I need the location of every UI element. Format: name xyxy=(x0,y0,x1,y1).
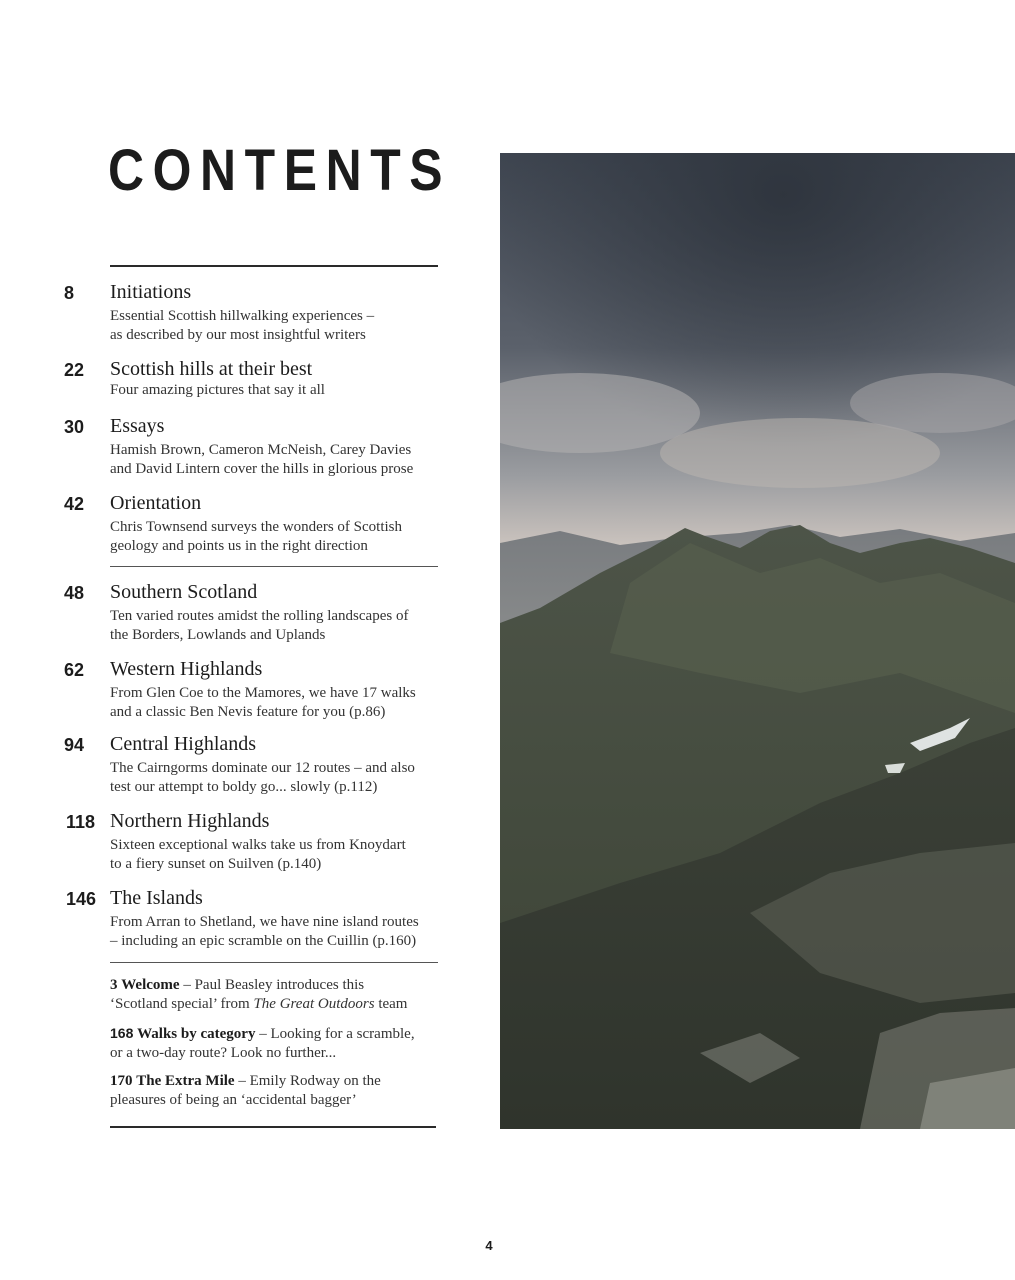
entry-page-number: 94 xyxy=(64,735,85,755)
extra-page-number: 3 xyxy=(110,977,118,993)
entry-desc-line: test our attempt to boldy go... slowly (p.112) xyxy=(110,779,378,795)
entry-page-number: 22 xyxy=(64,360,85,380)
page-title: CONTENTS xyxy=(108,138,452,203)
entry-description xyxy=(110,381,470,400)
entry-page-number: 118 xyxy=(66,812,96,832)
mountain-landscape-image xyxy=(500,153,1015,1129)
magazine-name: The Great Outdoors xyxy=(253,996,375,1012)
entry-description xyxy=(110,759,470,797)
entry-desc-line: as described by our most insightful writers xyxy=(110,327,366,343)
entry-desc-line: – including an epic scramble on the Cuillin (p.160) xyxy=(110,933,417,949)
extra-line xyxy=(110,976,470,995)
entry-desc-line: From Arran to Shetland, we have nine island routes xyxy=(110,914,419,930)
entry-page-number: 8 xyxy=(64,283,75,303)
extra-title: Welcome xyxy=(121,977,180,993)
extra-page-number: 170 xyxy=(110,1073,133,1089)
entry-desc-line: Hamish Brown, Cameron McNeish, Carey Davies xyxy=(110,442,412,458)
entry-desc-line: Four amazing pictures that say it all xyxy=(110,382,325,398)
extra-title: The Extra Mile xyxy=(136,1073,235,1089)
entry-desc-line: Chris Townsend surveys the wonders of Scottish xyxy=(110,519,402,535)
extra-text: team xyxy=(374,996,408,1012)
extra-text: – Paul Beasley introduces this xyxy=(179,977,365,993)
extra-line xyxy=(110,995,470,1014)
bottom-rule xyxy=(110,1126,436,1128)
entry-title: Central Highlands xyxy=(110,733,257,755)
entry-desc-line: Essential Scottish hillwalking experiences – xyxy=(110,308,375,324)
entry-desc-line: Ten varied routes amidst the rolling landscapes of xyxy=(110,608,409,624)
entry-title: Western Highlands xyxy=(110,658,263,680)
entry-page-number: 146 xyxy=(66,889,97,909)
entry-description xyxy=(110,836,470,874)
top-rule xyxy=(110,265,438,267)
entry-title: Northern Highlands xyxy=(110,810,270,832)
entry-title: Essays xyxy=(110,415,165,437)
extra-entry-welcome[interactable] xyxy=(110,976,470,1014)
section-divider xyxy=(110,566,438,567)
entry-description xyxy=(110,441,470,479)
entry-desc-line: geology and points us in the right direction xyxy=(110,538,368,554)
extra-line xyxy=(110,1024,470,1044)
extra-entry-the-extra-mile[interactable] xyxy=(110,1072,470,1110)
extra-line: pleasures of being an ‘accidental bagger’ xyxy=(110,1092,357,1108)
extra-text: – Looking for a scramble, xyxy=(255,1026,415,1042)
entry-desc-line: the Borders, Lowlands and Uplands xyxy=(110,627,326,643)
entry-desc-line: to a fiery sunset on Suilven (p.140) xyxy=(110,856,322,872)
entry-description xyxy=(110,307,470,345)
extra-line: or a two-day route? Look no further... xyxy=(110,1045,337,1061)
entry-desc-line: and a classic Ben Nevis feature for you (p.86) xyxy=(110,704,386,720)
extra-page-number: 168 xyxy=(110,1025,134,1041)
entry-desc-line: Sixteen exceptional walks take us from Knoydart xyxy=(110,837,406,853)
entry-title: The Islands xyxy=(110,887,203,909)
extra-text: ‘Scotland special’ from xyxy=(110,996,254,1012)
entry-desc-line: The Cairngorms dominate our 12 routes – and also xyxy=(110,760,415,776)
entry-description xyxy=(110,518,470,556)
extra-line xyxy=(110,1072,470,1091)
entry-page-number: 62 xyxy=(64,660,85,680)
mountain-landscape-photo xyxy=(500,153,1015,1129)
extra-title: Walks by category xyxy=(137,1026,256,1042)
entry-desc-line: From Glen Coe to the Mamores, we have 17 walks xyxy=(110,685,416,701)
entry-title: Southern Scotland xyxy=(110,581,258,603)
entry-title: Orientation xyxy=(110,492,202,514)
entry-description xyxy=(110,607,470,645)
section-divider xyxy=(110,962,438,963)
entry-page-number: 48 xyxy=(64,583,85,603)
entry-description xyxy=(110,684,470,722)
entry-page-number: 42 xyxy=(64,494,85,514)
extra-text: – Emily Rodway on the xyxy=(234,1073,381,1089)
entry-title: Initiations xyxy=(110,281,192,303)
extra-entry-walks-by-category[interactable] xyxy=(110,1024,470,1063)
entry-page-number: 30 xyxy=(64,417,85,437)
entry-desc-line: and David Lintern cover the hills in glorious prose xyxy=(110,461,414,477)
page-number: 4 xyxy=(485,1238,493,1253)
entry-title: Scottish hills at their best xyxy=(110,358,313,380)
storm-clouds xyxy=(500,153,1015,573)
entry-description xyxy=(110,913,470,951)
